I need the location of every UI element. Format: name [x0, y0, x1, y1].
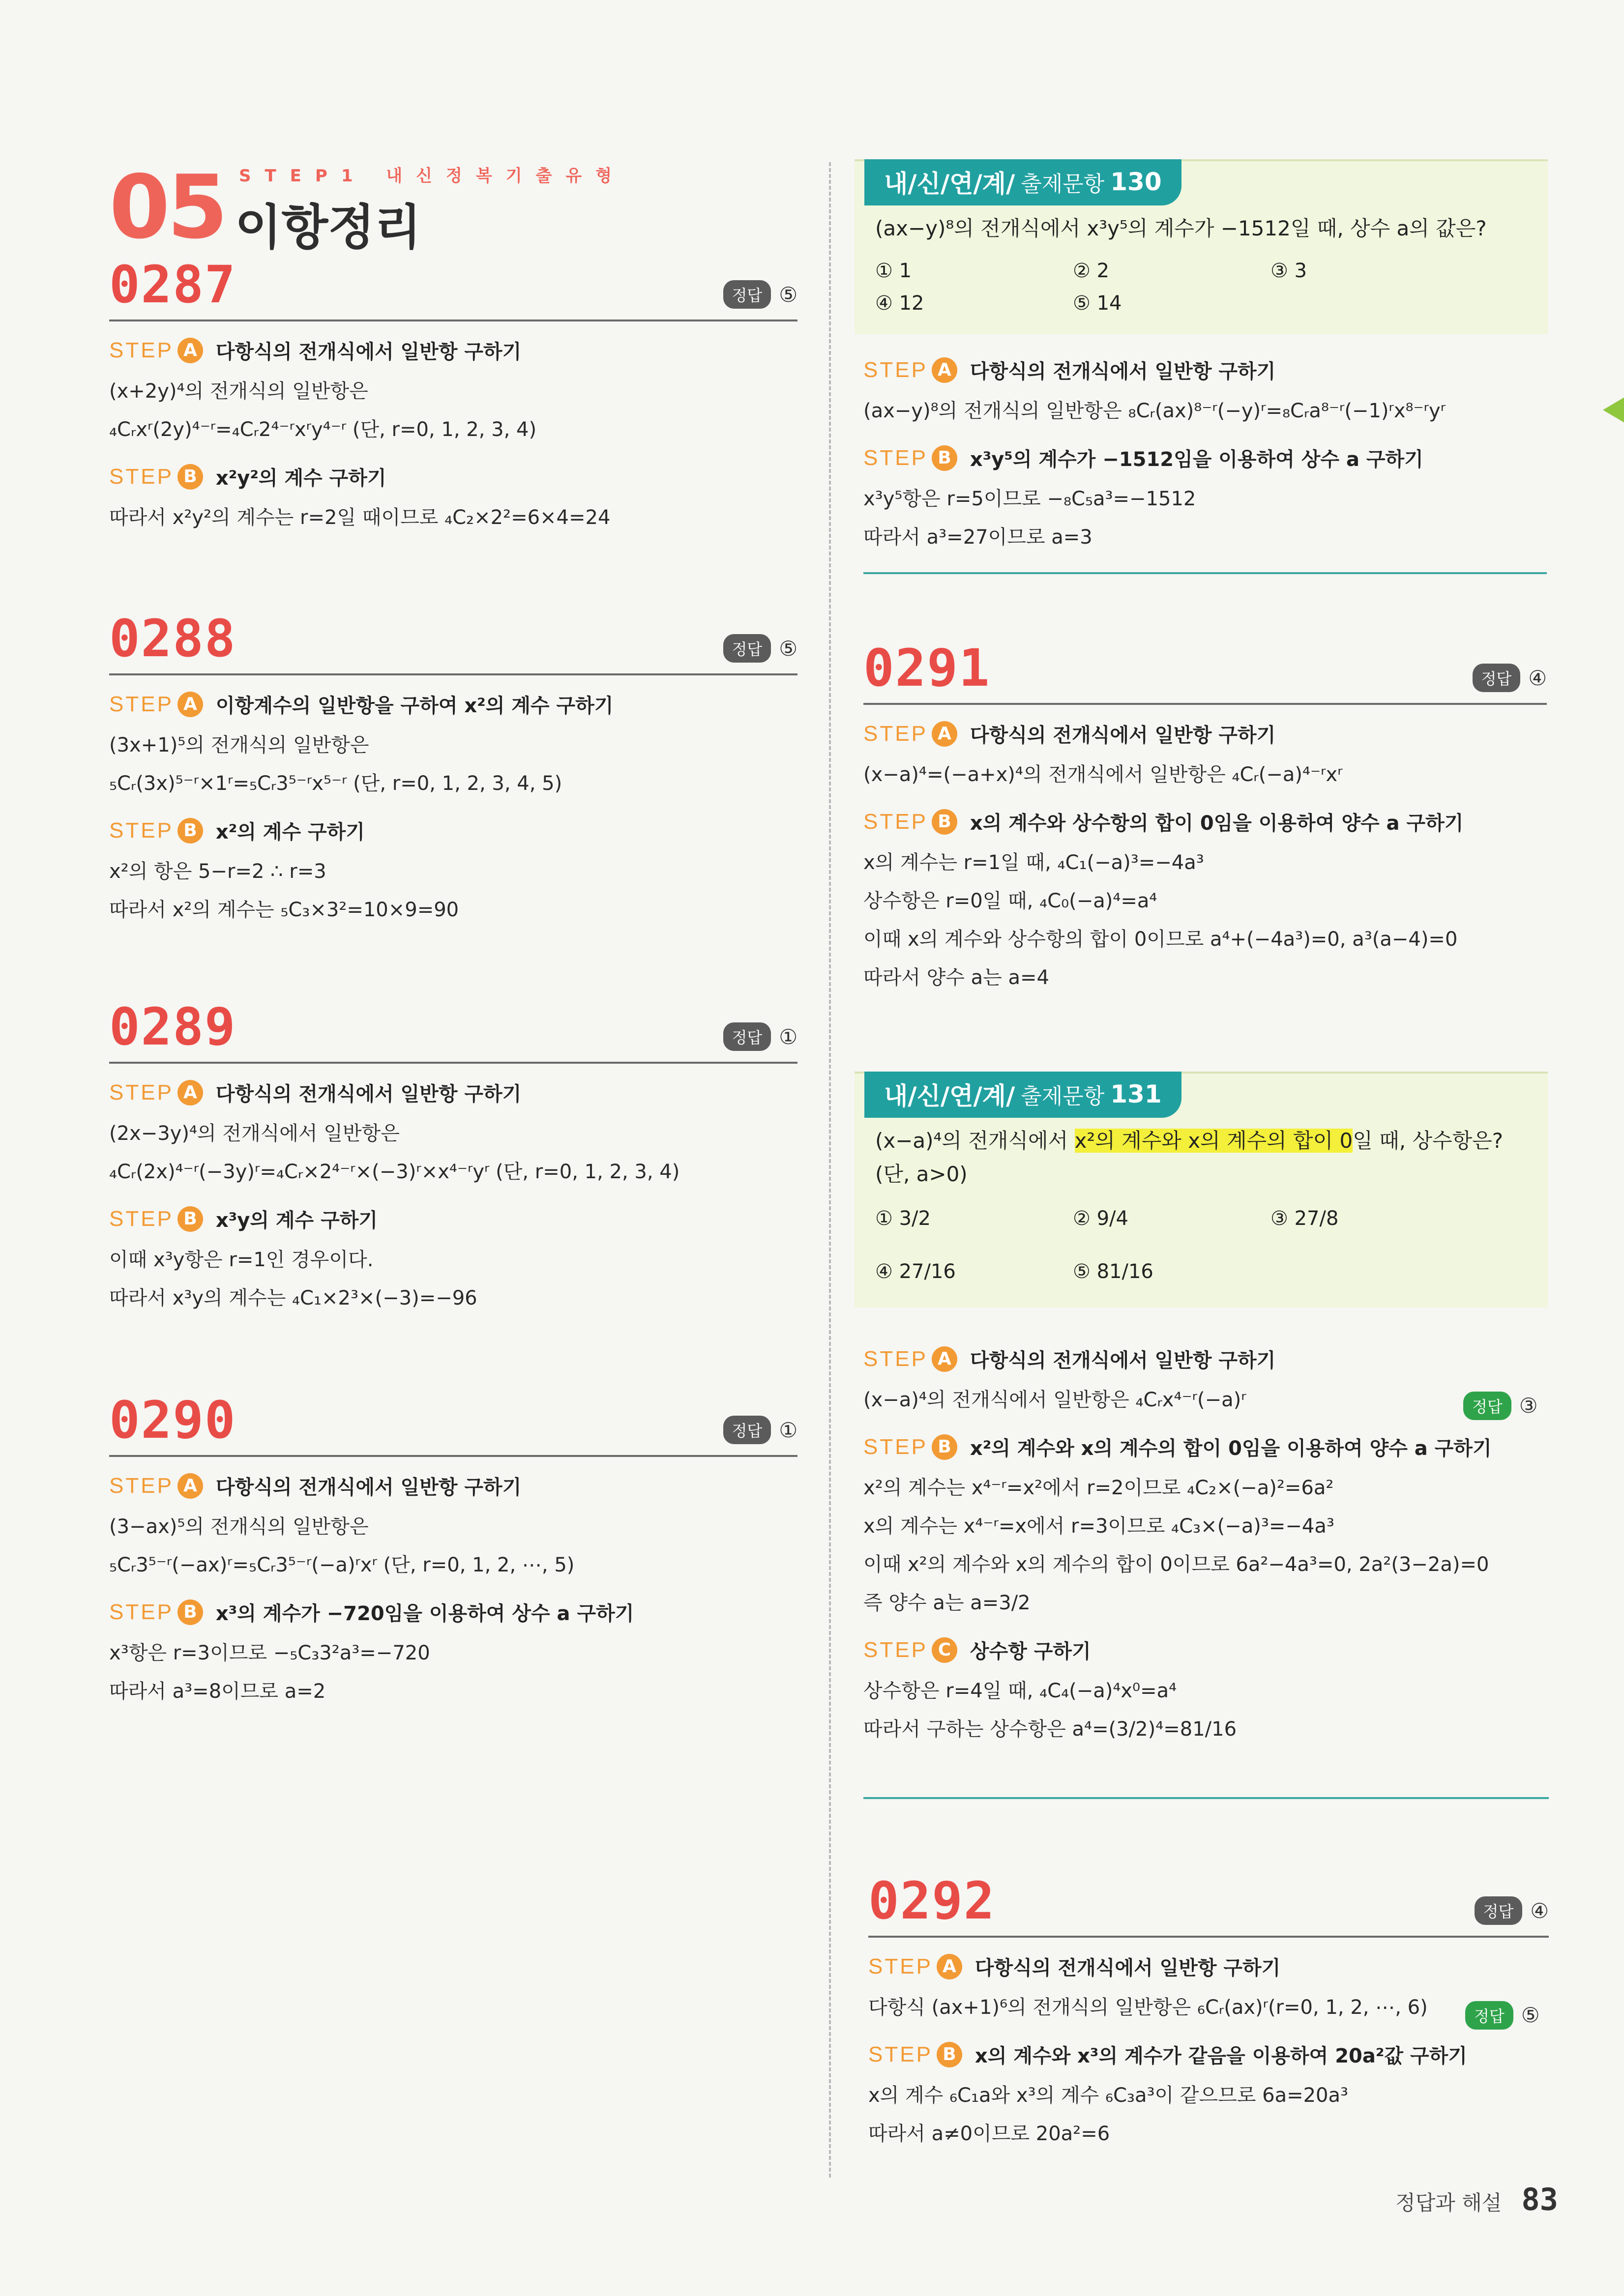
problem-header	[109, 998, 797, 1064]
step-word: STEP	[109, 1080, 174, 1104]
step-title: 다항식의 전개식에서 일반항 구하기	[970, 724, 1276, 747]
linked-exam-tag	[864, 1072, 1181, 1118]
tag-sub: 출제문항	[1021, 172, 1105, 197]
answer-value: ⑤	[779, 282, 797, 307]
tag-label: 내/신/연/계/	[884, 1082, 1015, 1110]
step-word: STEP	[109, 692, 174, 716]
step-word: STEP	[863, 445, 928, 470]
step-title: 다항식의 전개식에서 일반항 구하기	[970, 1349, 1276, 1372]
step-a-heading	[109, 1078, 797, 1106]
solution-line: 따라서 양수 a는 a=4	[863, 966, 1049, 989]
answer	[723, 1416, 797, 1444]
answer	[723, 280, 797, 309]
answer-value: ⑤	[1521, 2003, 1540, 2027]
question-text	[875, 1125, 1503, 1154]
step-letter-a-icon: A	[932, 357, 957, 383]
step-title: 이항계수의 일반항을 구하여 x²의 계수 구하기	[215, 695, 614, 717]
step-word: STEP	[868, 2042, 933, 2066]
step-letter-b-icon: B	[177, 1206, 203, 1232]
step-letter-b-icon: B	[177, 464, 203, 490]
chapter-title: 이항정리	[235, 200, 421, 256]
step-title: x의 계수와 x³의 계수가 같음을 이용하여 20a²값 구하기	[974, 2045, 1467, 2067]
answer-value: ③	[1519, 1394, 1538, 1418]
page-number: 83	[1521, 2181, 1558, 2217]
solution-line: ₅Cᵣ(3x)⁵⁻ʳ×1ʳ=₅Cᵣ3⁵⁻ʳx⁵⁻ʳ (단, r=0, 1, 2, 3, 4, 5)	[109, 772, 562, 795]
solution-line: x의 계수는 r=1일 때, ₄C₁(−a)³=−4a³	[863, 851, 1204, 874]
solution-line: x의 계수는 x⁴⁻ʳ=x에서 r=3이므로 ₄C₃×(−a)³=−4a³	[863, 1515, 1334, 1538]
answer-value: ④	[1528, 666, 1547, 690]
tag-label: 내/신/연/계/	[884, 170, 1015, 198]
option-3: ③ 3	[1270, 260, 1307, 282]
answer-badge: 정답	[1475, 1896, 1523, 1925]
answer	[723, 1022, 797, 1051]
solution-line: x³y⁵항은 r=5이므로 −₈C₅a³=−1512	[863, 488, 1196, 510]
solution-line: ₄Cᵣ(2x)⁴⁻ʳ(−3y)ʳ=₄Cᵣ×2⁴⁻ʳ×(−3)ʳ×x⁴⁻ʳyʳ (단, r=0, 1, 2, 3, 4)	[109, 1161, 680, 1183]
section-end-rule	[863, 1797, 1549, 1799]
page-footer	[1395, 2181, 1558, 2217]
problem-number: 0287	[109, 255, 236, 315]
chapter-number: 05	[109, 156, 225, 258]
option-2: ② 9/4	[1073, 1207, 1128, 1230]
question-pre: (x−a)⁴의 전개식에서	[875, 1129, 1075, 1153]
step-title: 다항식의 전개식에서 일반항 구하기	[215, 1476, 522, 1499]
solution-line: 따라서 a³=27이므로 a=3	[863, 526, 1093, 549]
solution-line: (x−a)⁴의 전개식에서 일반항은 ₄Cᵣx⁴⁻ʳ(−a)ʳ	[863, 1389, 1246, 1411]
problem-0290	[109, 1391, 797, 1710]
step-a-heading	[863, 1345, 1552, 1373]
linked-exam-tag	[864, 159, 1181, 205]
footer-label: 정답과 해설	[1395, 2191, 1502, 2215]
question-highlight: x²의 계수와 x의 계수의 합이 0	[1074, 1129, 1353, 1153]
step-letter-a-icon: A	[937, 1954, 962, 1979]
problem-header	[109, 1391, 797, 1457]
problem-number: 0289	[109, 997, 236, 1057]
tag-number: 131	[1110, 1080, 1162, 1108]
solution-line: (3x+1)⁵의 전개식의 일반항은	[109, 734, 369, 756]
step-c-heading	[863, 1636, 1552, 1664]
linked-exam-box-130	[855, 159, 1548, 334]
answer-value: ①	[779, 1418, 797, 1442]
step-word: STEP	[863, 1637, 928, 1662]
step-title: x³y⁵의 계수가 −1512임을 이용하여 상수 a 구하기	[970, 448, 1423, 471]
solution-line: 이때 x³y항은 r=1인 경우이다.	[109, 1249, 374, 1271]
problem-0287	[109, 256, 797, 536]
option-5: ⑤ 81/16	[1073, 1260, 1153, 1283]
step-letter-a-icon: A	[177, 692, 203, 717]
answer-value: ⑤	[779, 636, 797, 661]
step-title: 다항식의 전개식에서 일반항 구하기	[215, 1083, 522, 1105]
step-title: 다항식의 전개식에서 일반항 구하기	[974, 1957, 1281, 1979]
solution-line: 따라서 구하는 상수항은 a⁴=(3/2)⁴=81/16	[863, 1718, 1237, 1741]
step-a-heading	[868, 1952, 1549, 1980]
step-word: STEP	[863, 1346, 928, 1371]
step-letter-a-icon: A	[932, 721, 957, 747]
answer	[1473, 664, 1547, 692]
step-letter-b-icon: B	[932, 1434, 957, 1460]
step-letter-b-icon: B	[177, 1599, 203, 1625]
step-title: x²의 계수와 x의 계수의 합이 0임을 이용하여 양수 a 구하기	[970, 1437, 1492, 1460]
question-post: 일 때, 상수항은?	[1353, 1129, 1504, 1153]
step-word: STEP	[109, 1206, 174, 1231]
solution-line: 상수항은 r=0일 때, ₄C₀(−a)⁴=a⁴	[863, 890, 1157, 912]
step-a-heading	[863, 356, 1552, 384]
answer-value: ④	[1530, 1898, 1549, 1923]
problem-0289	[109, 998, 797, 1316]
problem-0291	[863, 639, 1547, 996]
answer-badge: 정답	[1465, 2001, 1513, 2030]
answer-badge: 정답	[723, 280, 771, 309]
step-b-heading	[109, 1598, 797, 1626]
solution-131	[863, 1330, 1552, 1747]
solution-line: (ax−y)⁸의 전개식의 일반항은 ₈Cᵣ(ax)⁸⁻ʳ(−y)ʳ=₈Cᵣa⁸⁻ʳ(−1)ʳx⁸⁻ʳyʳ	[863, 400, 1446, 422]
solution-line: x의 계수 ₆C₁a와 x³의 계수 ₆C₃a³이 같으므로 6a=20a³	[868, 2084, 1349, 2107]
solution-line: (x+2y)⁴의 전개식의 일반항은	[109, 380, 368, 403]
step-title: x³의 계수가 −720임을 이용하여 상수 a 구하기	[215, 1602, 634, 1625]
page-tab-marker-icon	[1603, 397, 1624, 423]
step-title: 다항식의 전개식에서 일반항 구하기	[215, 341, 522, 363]
question-text: (ax−y)⁸의 전개식에서 x³y⁵의 계수가 −1512일 때, 상수 a의 값은?	[875, 216, 1487, 240]
step-letter-a-icon: A	[932, 1346, 957, 1372]
problem-number: 0290	[109, 1390, 236, 1450]
step-b-heading	[863, 808, 1547, 836]
solution-line: ₅Cᵣ3⁵⁻ʳ(−ax)ʳ=₅Cᵣ3⁵⁻ʳ(−a)ʳxʳ (단, r=0, 1, 2, ⋯, 5)	[109, 1554, 575, 1576]
step-letter-b-icon: B	[932, 809, 957, 835]
answer	[1475, 1896, 1549, 1925]
solution-line: 따라서 x²의 계수는 ₅C₃×3²=10×9=90	[109, 899, 459, 921]
option-5: ⑤ 14	[1073, 292, 1122, 315]
solution-line: 따라서 a≠0이므로 20a²=6	[868, 2122, 1110, 2145]
option-1: ① 3/2	[875, 1207, 931, 1230]
step-word: STEP	[109, 464, 174, 489]
solution-130	[863, 341, 1552, 555]
solution-line: 이때 x의 계수와 상수항의 합이 0이므로 a⁴+(−4a³)=0, a³(a−4)=0	[863, 928, 1458, 951]
problem-header	[109, 256, 797, 321]
step-b-heading	[863, 444, 1552, 472]
problem-0292	[868, 1872, 1549, 2152]
step-word: STEP	[863, 809, 928, 834]
step-b-heading	[868, 2040, 1549, 2068]
step-letter-a-icon: A	[177, 1080, 203, 1105]
step-b-heading	[109, 463, 797, 491]
option-2: ② 2	[1073, 260, 1110, 282]
chapter-step-label: STEP1 내신정복기출유형	[239, 166, 626, 186]
solution-line: 따라서 a³=8이므로 a=2	[109, 1680, 326, 1703]
answer-badge: 정답	[1473, 664, 1521, 692]
step-title: x²의 계수 구하기	[215, 821, 365, 843]
option-4: ④ 12	[875, 292, 924, 315]
step-word: STEP	[863, 721, 928, 746]
answer-badge: 정답	[1463, 1392, 1511, 1420]
step-letter-b-icon: B	[177, 818, 203, 843]
step-title: x³y의 계수 구하기	[215, 1209, 378, 1232]
solution-line: x³항은 r=3이므로 −₅C₃3²a³=−720	[109, 1642, 430, 1664]
solution-line: 상수항은 r=4일 때, ₄C₄(−a)⁴x⁰=a⁴	[863, 1680, 1177, 1702]
step-title: x의 계수와 상수항의 합이 0임을 이용하여 양수 a 구하기	[970, 812, 1464, 835]
step-a-heading	[863, 720, 1547, 748]
step-letter-a-icon: A	[177, 1473, 203, 1499]
option-4: ④ 27/16	[875, 1260, 956, 1283]
step-letter-b-icon: B	[932, 445, 957, 471]
answer-value: ①	[779, 1024, 797, 1049]
solution-line: 이때 x²의 계수와 x의 계수의 합이 0이므로 6a²−4a³=0, 2a²(3−2a)=0	[863, 1553, 1489, 1576]
problem-header	[109, 610, 797, 675]
step-word: STEP	[868, 1954, 933, 1978]
problem-header	[868, 1872, 1549, 1938]
option-1: ① 1	[875, 260, 912, 282]
step-a-heading	[109, 690, 797, 718]
step-word: STEP	[863, 357, 928, 382]
step-word: STEP	[109, 1599, 174, 1624]
problem-number: 0292	[868, 1871, 996, 1931]
step-a-heading	[109, 1472, 797, 1500]
step-word: STEP	[109, 1473, 174, 1498]
step-a-heading	[109, 336, 797, 364]
solution-line: 즉 양수 a는 a=3/2	[863, 1592, 1031, 1614]
step-letter-a-icon: A	[177, 338, 203, 363]
linked-exam-box-131	[855, 1072, 1548, 1308]
answer	[723, 634, 797, 663]
option-3: ③ 27/8	[1270, 1207, 1339, 1230]
answer-badge: 정답	[723, 1416, 771, 1444]
solution-line: 따라서 x³y의 계수는 ₄C₁×2³×(−3)=−96	[109, 1287, 477, 1309]
step-word: STEP	[109, 818, 174, 843]
problem-0288	[109, 610, 797, 928]
problem-number: 0288	[109, 609, 236, 668]
step-letter-b-icon: B	[937, 2042, 962, 2067]
step-b-heading	[863, 1433, 1552, 1461]
column-divider	[829, 162, 831, 2178]
step-word: STEP	[109, 338, 174, 362]
problem-number: 0291	[863, 638, 991, 698]
solution-line: (3−ax)⁵의 전개식의 일반항은	[109, 1515, 369, 1538]
solution-line: ₄Cᵣxʳ(2y)⁴⁻ʳ=₄Cᵣ2⁴⁻ʳxʳy⁴⁻ʳ (단, r=0, 1, 2, 3, 4)	[109, 418, 537, 441]
solution-line: 따라서 x²y²의 계수는 r=2일 때이므로 ₄C₂×2²=6×4=24	[109, 506, 611, 529]
tag-number: 130	[1110, 168, 1162, 196]
step-b-heading	[109, 816, 797, 844]
solution-line: 다항식 (ax+1)⁶의 전개식의 일반항은 ₆Cᵣ(ax)ʳ(r=0, 1, 2, ⋯, 6)	[868, 1996, 1428, 2019]
step-letter-c-icon: C	[932, 1637, 957, 1663]
answer-badge: 정답	[723, 634, 771, 663]
step-title: x²y²의 계수 구하기	[215, 467, 386, 490]
section-end-rule	[863, 572, 1547, 574]
solution-line: x²의 계수는 x⁴⁻ʳ=x²에서 r=2이므로 ₄C₂×(−a)²=6a²	[863, 1477, 1334, 1499]
solution-line: (2x−3y)⁴의 전개식에서 일반항은	[109, 1122, 400, 1145]
step-word: STEP	[863, 1434, 928, 1459]
problem-header	[863, 639, 1547, 705]
question-condition: (단, a>0)	[875, 1162, 968, 1186]
step-b-heading	[109, 1205, 797, 1233]
step-title: 다항식의 전개식에서 일반항 구하기	[970, 360, 1276, 383]
answer-badge: 정답	[723, 1022, 771, 1051]
solution-line: x²의 항은 5−r=2 ∴ r=3	[109, 860, 326, 883]
step-title: 상수항 구하기	[970, 1640, 1091, 1663]
solution-line: (x−a)⁴=(−a+x)⁴의 전개식에서 일반항은 ₄Cᵣ(−a)⁴⁻ʳxʳ	[863, 763, 1343, 786]
tag-sub: 출제문항	[1021, 1084, 1105, 1109]
